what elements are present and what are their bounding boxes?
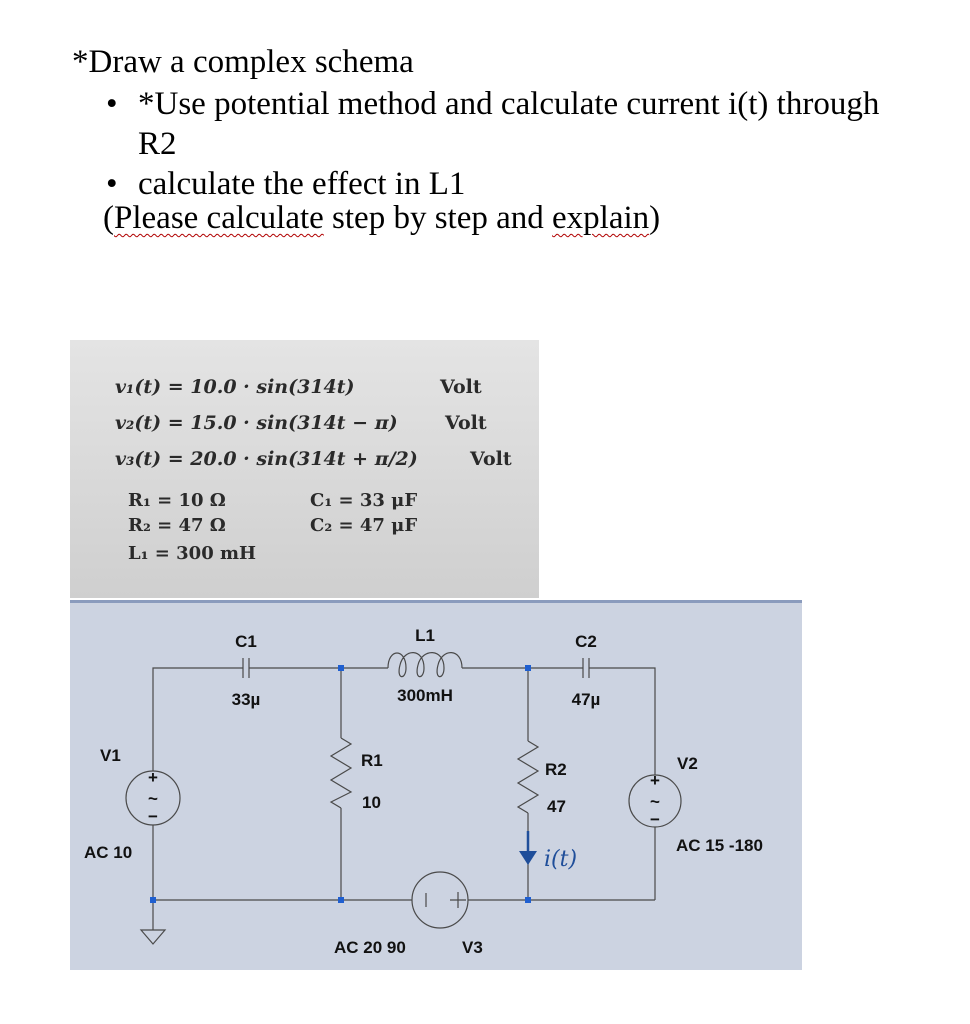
v2-tilde-icon: ~ (650, 792, 660, 811)
task-item-potential-method (100, 84, 900, 164)
wire-top-left (153, 668, 243, 771)
capacitor-c1-icon (243, 658, 249, 678)
v2-plus-sign: + (650, 771, 660, 790)
component-c1: C₁ = 33 μF (310, 490, 418, 511)
note-paren-open: ( (103, 200, 114, 236)
label-r2-value: 47 (547, 797, 566, 816)
v1-minus-sign: − (148, 807, 158, 826)
label-r2-name: R2 (545, 760, 567, 779)
node-c1-r1-l1 (338, 665, 344, 671)
label-v3-name: V3 (462, 938, 483, 957)
equation-unit: Volt (445, 412, 487, 434)
capacitor-c2-icon (583, 658, 589, 678)
inductor-l1-icon (388, 653, 462, 677)
equation-text: v₃(t) = 20.0 · sin(314t + π/2) (115, 448, 418, 470)
note-middle-text: step by step and (323, 200, 553, 236)
spellcheck-word-please: Please calculate (114, 200, 324, 236)
equation-unit: Volt (470, 448, 512, 470)
component-c2: C₂ = 47 μF (310, 515, 418, 536)
label-l1-value: 300mH (397, 686, 453, 705)
task-list (100, 84, 900, 204)
label-r1-name: R1 (361, 751, 383, 770)
source-equation-v2 (115, 412, 487, 434)
parameters-panel (70, 340, 539, 598)
task-item-text: calculate the effect in L1 (138, 166, 466, 202)
bullet-icon: • (106, 86, 118, 122)
label-v3-value: AC 20 90 (334, 938, 406, 957)
v3-plus-marker-icon (450, 892, 466, 908)
resistor-r1-icon (331, 738, 351, 808)
label-current-it: i(t) (544, 847, 578, 872)
node-v3-r2-v2 (525, 897, 531, 903)
component-r1: R₁ = 10 Ω (128, 490, 226, 511)
source-equation-v1 (115, 376, 482, 398)
equation-text: v₂(t) = 15.0 · sin(314t − π) (115, 412, 398, 434)
source-equation-v3 (115, 448, 512, 470)
label-v1-value: AC 10 (84, 843, 133, 862)
node-v1-ground (150, 897, 156, 903)
resistor-r2-icon (518, 741, 538, 813)
node-l1-r2-c2 (525, 665, 531, 671)
circuit-diagram (70, 603, 802, 973)
component-r2: R₂ = 47 Ω (128, 515, 226, 536)
label-v2-name: V2 (677, 754, 698, 773)
v1-tilde-icon: ~ (148, 789, 158, 808)
label-c2-name: C2 (575, 632, 597, 651)
label-c1-name: C1 (235, 632, 257, 651)
task-item-text: *Use potential method and calculate current i(t) through R2 (138, 86, 880, 162)
equation-unit: Volt (440, 376, 482, 398)
component-l1: L₁ = 300 mH (128, 543, 257, 564)
label-v1-name: V1 (100, 746, 121, 765)
circuit-schematic (70, 600, 802, 970)
ground-symbol-icon (141, 900, 165, 944)
node-r1-v3 (338, 897, 344, 903)
label-v2-value: AC 15 -180 (676, 836, 763, 855)
equation-text: v₁(t) = 10.0 · sin(314t) (115, 376, 355, 398)
current-arrow-icon (519, 831, 537, 865)
label-r1-value: 10 (362, 793, 381, 812)
v1-plus-sign: + (148, 768, 158, 787)
bullet-icon: • (106, 166, 118, 202)
label-c1-value: 33µ (231, 690, 261, 709)
note-paren-close: ) (649, 200, 661, 236)
task-title: *Draw a complex schema (72, 44, 414, 80)
task-note (103, 198, 660, 238)
v2-minus-sign: − (650, 810, 660, 829)
label-l1-name: L1 (415, 626, 435, 645)
wire-c2-to-v2 (589, 668, 655, 775)
spellcheck-word-explain: explain (552, 200, 650, 236)
label-c2-value: 47µ (571, 690, 601, 709)
